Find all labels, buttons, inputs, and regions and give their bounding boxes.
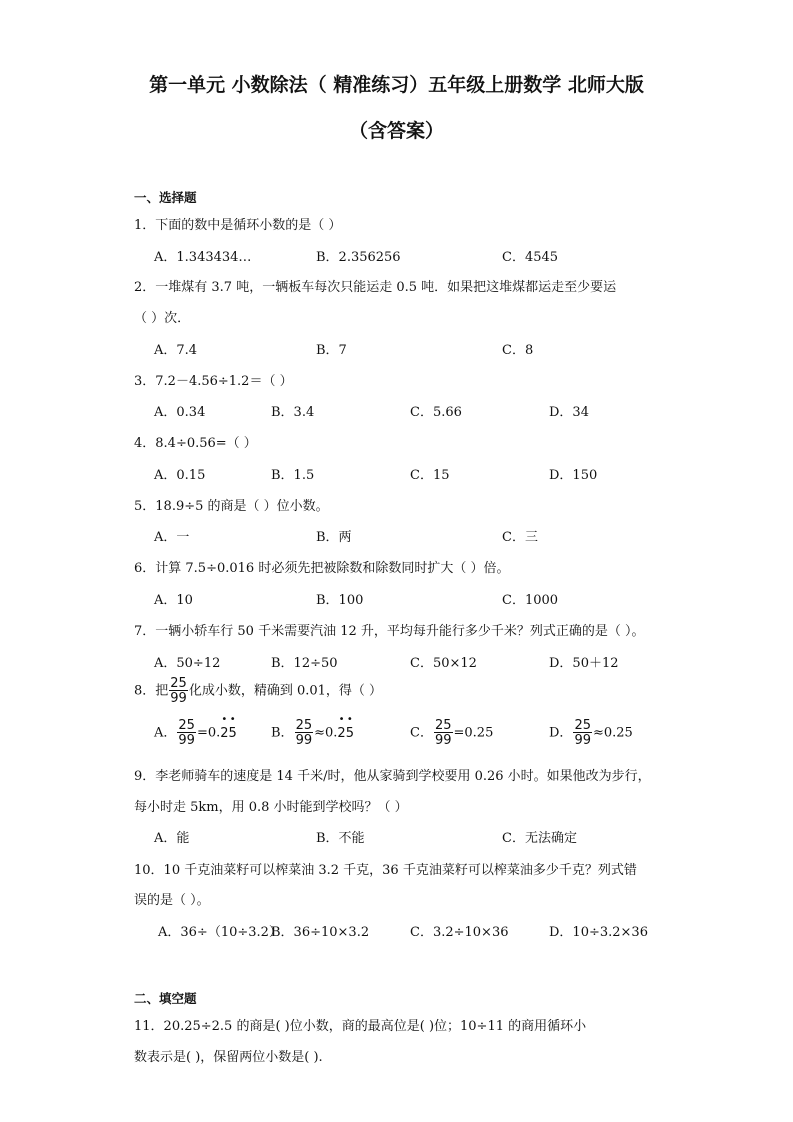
question-5-option-c: C．三 [502, 530, 538, 545]
question-8-option-c [410, 719, 493, 747]
question-7-option-c: C．50×12 [410, 656, 477, 671]
question-4-option-d: D．150 [549, 468, 598, 483]
option-label: A． [154, 725, 177, 741]
section-heading-choice: 一、选择题 [134, 190, 197, 205]
question-8-stem-pre: 8．把 [134, 683, 169, 699]
question-1-stem: 1．下面的数中是循环小数的是（ ） [134, 218, 342, 233]
question-6-option-a: A．10 [154, 593, 193, 608]
fraction-numerator: 25 [178, 718, 195, 733]
question-9-option-c: C．无法确定 [502, 831, 577, 846]
question-7-option-a: A．50÷12 [154, 656, 221, 671]
fraction-denominator: 99 [434, 733, 452, 748]
question-10-option-d: D．10÷3.2×36 [549, 925, 648, 940]
repeating-digit: • 2 [337, 726, 345, 741]
fraction-denominator: 99 [574, 733, 591, 748]
question-1-option-b: B．2.356256 [316, 250, 401, 265]
fraction [573, 719, 592, 747]
question-3-option-d: D．34 [549, 405, 589, 420]
question-1-option-c: C．4545 [502, 250, 559, 265]
question-2-stem-line1: 2．一堆煤有 3.7 吨，一辆板车每次只能运走 0.5 吨．如果把这堆煤都运走至少要运 [134, 280, 617, 295]
question-8-option-a [154, 719, 237, 747]
question-10-stem-line2: 误的是（ ）。 [134, 893, 210, 908]
question-4-option-b: B．1.5 [271, 468, 315, 483]
question-10-option-c: C．3.2÷10×36 [410, 925, 509, 940]
question-9-option-b: B．不能 [316, 831, 365, 846]
question-1-option-a: A．1.343434… [154, 250, 252, 265]
question-5-option-b: B．两 [316, 530, 352, 545]
question-7-stem: 7．一辆小轿车行 50 千米需要汽油 12 升，平均每升能行多少千米？列式正确的是（ ）。 [134, 624, 645, 639]
question-9-option-a: A．能 [154, 831, 190, 846]
repeating-digit: • 5 [346, 726, 354, 741]
question-5-option-a: A．一 [154, 530, 190, 545]
option-label: B． [271, 725, 294, 741]
fraction [177, 719, 196, 747]
question-3-option-a: A．0.34 [154, 405, 206, 420]
option-value: ≈0.25 [592, 725, 633, 741]
option-label: D． [549, 725, 573, 741]
option-label: C． [410, 725, 433, 741]
question-10-option-a: A．36÷（10÷3.2） [158, 925, 282, 940]
fraction-denominator: 99 [178, 733, 195, 748]
question-7-option-b: B．12÷50 [271, 656, 338, 671]
question-3-option-c: C．5.66 [410, 405, 462, 420]
fraction-numerator: 25 [574, 718, 591, 733]
question-10-stem-line1: 10．10 千克油菜籽可以榨菜油 3.2 千克，36 千克油菜籽可以榨菜油多少千克？列式错 [134, 863, 637, 878]
question-6-stem: 6．计算 7.5÷0.016 时必须先把被除数和除数同时扩大（ ）倍。 [134, 561, 510, 576]
section-heading-fill: 二、填空题 [134, 991, 197, 1006]
document-title: 第一单元 小数除法（ 精准练习）五年级上册数学 北师大版 [149, 74, 644, 96]
question-2-option-b: B．7 [316, 343, 347, 358]
fraction-denominator: 99 [170, 691, 187, 706]
question-4-stem: 4．8.4÷0.56=（ ） [134, 436, 257, 451]
question-2-option-a: A．7.4 [154, 343, 198, 358]
question-3-option-b: B．3.4 [271, 405, 315, 420]
option-value: ≈0. [314, 725, 338, 741]
fraction-denominator: 99 [295, 733, 313, 748]
question-9-stem-line2: 每小时走 5km，用 0.8 小时能到学校吗？（ ） [134, 800, 408, 815]
question-10-option-b: B．36÷10×3.2 [271, 925, 370, 940]
question-7-option-d: D．50＋12 [549, 656, 619, 671]
fraction [434, 719, 453, 747]
question-2-option-c: C．8 [502, 343, 534, 358]
question-6-option-c: C．1000 [502, 593, 559, 608]
repeating-digit: • 5 [229, 726, 237, 741]
question-5-stem: 5．18.9÷5 的商是（ ）位小数。 [134, 499, 329, 514]
question-8-option-d [549, 719, 633, 747]
question-6-option-b: B．100 [316, 593, 364, 608]
question-4-option-c: C．15 [410, 468, 450, 483]
fraction [295, 719, 314, 747]
question-8-stem-post: 化成小数，精确到 0.01，得（ ） [188, 683, 383, 699]
question-11-line1: 11．20.25÷2.5 的商是( )位小数，商的最高位是( )位；10÷11 的商用循环小 [134, 1019, 587, 1034]
fraction-numerator: 25 [434, 718, 452, 733]
question-3-stem: 3．7.2－4.56÷1.2＝（ ） [134, 374, 293, 389]
document-subtitle: （含答案） [348, 120, 444, 142]
question-2-stem-line2: （ ）次． [134, 311, 191, 326]
fraction-numerator: 25 [170, 676, 187, 691]
question-9-stem-line1: 9．李老师骑车的速度是 14 千米/时，他从家骑到学校要用 0.26 小时。如果他改为步行， [134, 769, 651, 784]
option-value: =0.25 [453, 725, 494, 741]
question-4-option-a: A．0.15 [154, 468, 206, 483]
option-value: =0. [196, 725, 221, 741]
repeating-digit: • 2 [220, 726, 228, 741]
fraction [169, 677, 188, 705]
question-8-option-b [271, 719, 354, 747]
question-11-line2: 数表示是( )，保留两位小数是( ). [134, 1050, 323, 1065]
fraction-numerator: 25 [295, 718, 313, 733]
question-8-stem [134, 677, 382, 705]
